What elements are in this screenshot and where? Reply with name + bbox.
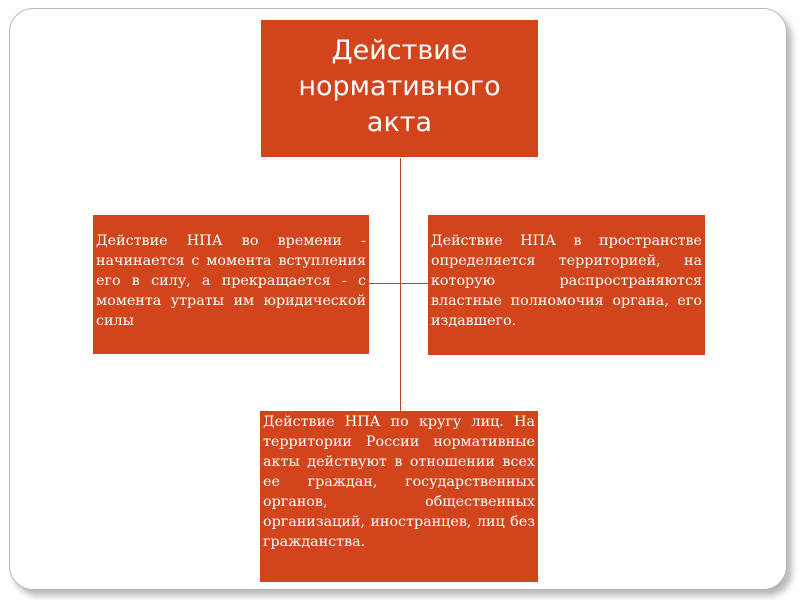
- space-node: Действие НПА в пространстве определяется территорией, на которую распространяются властные полномочия органа, его издавшего.: [428, 215, 705, 355]
- time-node: Действие НПА во времени - начинается с момента вступления его в силу, а прекращается - с момента утраты им юридической силы: [93, 215, 369, 354]
- persons-node: Действие НПА по кругу лиц. На территории России нормативные акты действуют в отношении всех ее граждан, государственных органов, общественных организаций, иностранцев, лиц без гражданства.: [260, 411, 538, 582]
- horizontal-connector: [368, 283, 430, 284]
- center-node-line-2: нормативного: [298, 71, 501, 102]
- center-node-line-3: акта: [366, 107, 433, 138]
- center-node: [261, 20, 538, 157]
- vertical-connector: [400, 158, 401, 412]
- center-node-line-1: Действие: [331, 35, 468, 66]
